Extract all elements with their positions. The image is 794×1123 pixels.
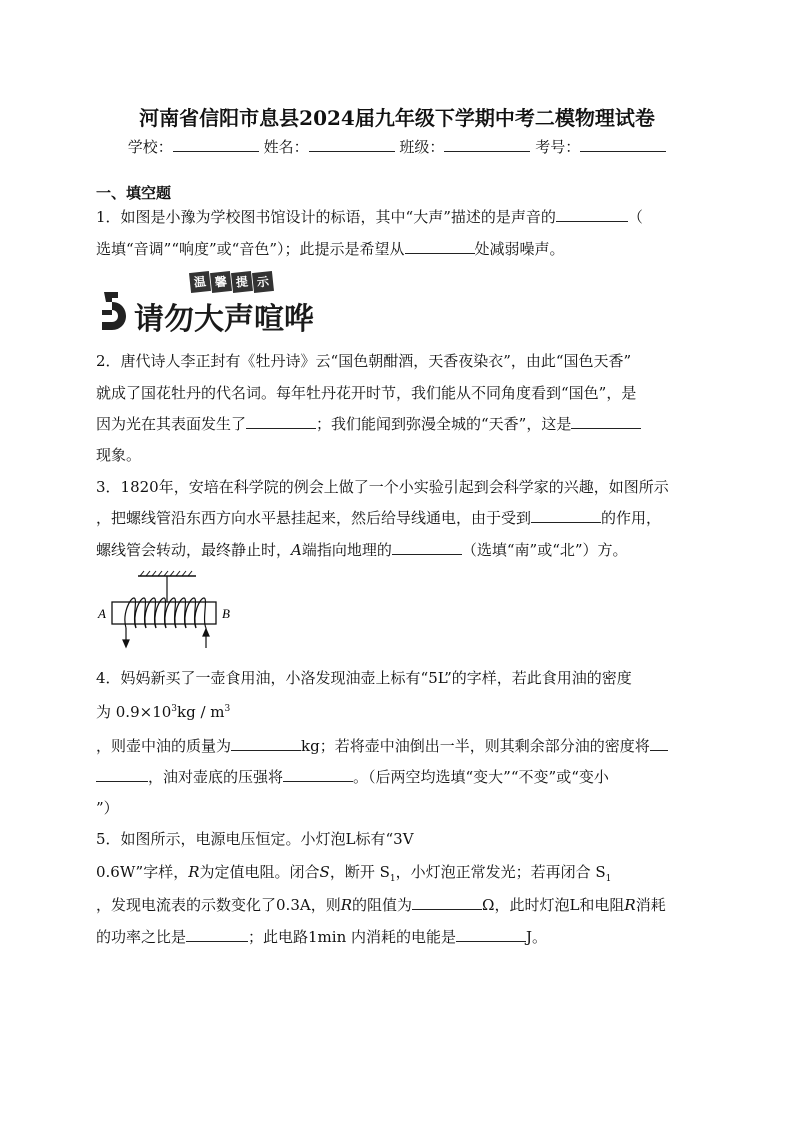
speaker-logo-icon xyxy=(98,288,130,334)
q4-text-d: 。（后两空均选填“变大”“不变”或“变小 xyxy=(353,768,609,786)
q2-text-a: 因为光在其表面发生了 xyxy=(96,415,247,433)
q3-text-b: 的作用， xyxy=(601,509,662,527)
q4-text-c: ，油对壶底的压强将 xyxy=(148,768,284,786)
q1-blank-1[interactable] xyxy=(556,206,628,222)
q3-text-d: 端指向地理的 xyxy=(301,541,392,559)
q5-text-a: 0.6W”字样， xyxy=(96,863,189,881)
q5-r-symbol: R xyxy=(624,896,636,914)
end-label-a: A xyxy=(98,606,106,621)
ceiling-support xyxy=(138,571,196,602)
q5-line3 xyxy=(96,894,666,915)
q5-s1-sub: 1 xyxy=(605,874,612,884)
badge-char: 提 xyxy=(231,271,253,293)
school-label: 学校： xyxy=(127,138,173,156)
q2-line4: 现象。 xyxy=(96,446,142,464)
q4-blank-2-cont[interactable] xyxy=(96,766,148,782)
badge-char: 示 xyxy=(252,271,274,293)
sign-slogan: 请勿大声喧哗 xyxy=(134,302,314,337)
q2-line3 xyxy=(96,413,641,434)
q5-text-c: ，断开 S xyxy=(329,863,390,881)
q4-blank-2[interactable] xyxy=(650,735,668,751)
q5-blank-3[interactable] xyxy=(456,926,526,942)
q5-text-h: 消耗 xyxy=(635,896,666,914)
q5-text-d: ，小灯泡正常发光；若再闭合 S xyxy=(395,863,606,881)
q5-r-symbol: R xyxy=(340,896,352,914)
q3-line2 xyxy=(96,507,661,528)
quiet-sign-image xyxy=(98,272,314,337)
q1-text-b: （ xyxy=(627,208,643,226)
q4-density-a: 为 0.9×10 xyxy=(96,703,172,721)
q5-text-k: J。 xyxy=(526,928,548,946)
q1-text-d: 处减弱噪声。 xyxy=(474,240,565,258)
q2-text-b: ；我们能闻到弥漫全城的“天香”，这是 xyxy=(316,415,572,433)
q4-text-a: ，则壶中油的质量为 xyxy=(96,737,232,755)
q4-line4 xyxy=(96,766,609,787)
q3-line1: 3．1820年，安培在科学院的例会上做了一个小实验引起到会科学家的兴趣，如图所示 xyxy=(96,478,669,496)
q5-text-j: ；此电路1min 内消耗的电能是 xyxy=(248,928,457,946)
q5-text-i: 的功率之比是 xyxy=(96,928,187,946)
q4-line2 xyxy=(96,701,230,722)
q5-line4 xyxy=(96,926,547,947)
q5-s1-sub: 1 xyxy=(389,874,396,884)
q5-r-symbol: R xyxy=(188,863,200,881)
current-arrows xyxy=(123,628,209,648)
q4-line3 xyxy=(96,735,668,756)
section-heading: 一、填空题 xyxy=(96,184,172,202)
q5-line1: 5．如图所示，电源电压恒定。小灯泡L标有“3V xyxy=(96,830,414,848)
q3-blank-2[interactable] xyxy=(392,539,462,555)
q1-text-c: 选填“音调”“响度”或“音色”）；此提示是希望从 xyxy=(96,240,405,258)
q2-line2: 就成了国花牡丹的代名词。每年牡丹花开时节，我们能从不同角度看到“国色”，是 xyxy=(96,384,637,402)
sign-badge xyxy=(190,272,274,292)
q1-blank-2[interactable] xyxy=(405,238,475,254)
q2-line1: 2．唐代诗人李正封有《牡丹诗》云“国色朝酣酒，天香夜染衣”，由此“国色天香” xyxy=(96,352,632,370)
q5-line2 xyxy=(96,861,611,884)
q2-blank-1[interactable] xyxy=(246,413,316,429)
number-blank[interactable] xyxy=(580,136,666,152)
school-blank[interactable] xyxy=(173,136,259,152)
q5-text-f: 的阻值为 xyxy=(352,896,413,914)
class-label: 班级： xyxy=(399,138,445,156)
q5-text-g: Ω，此时灯泡L和电阻 xyxy=(482,896,625,914)
q4-density-unit-exp: 3 xyxy=(224,704,231,714)
badge-char: 馨 xyxy=(210,271,232,293)
number-label: 考号： xyxy=(535,138,581,156)
q4-line5: ”） xyxy=(96,799,119,817)
q5-blank-2[interactable] xyxy=(186,926,248,942)
q5-text-e: ，发现电流表的示数变化了0.3A，则 xyxy=(96,896,341,914)
q3-text-e: （选填“南”或“北”）方。 xyxy=(461,541,628,559)
q4-density-exp: 3 xyxy=(171,704,178,714)
q1-line2 xyxy=(96,238,565,259)
q3-blank-1[interactable] xyxy=(531,507,601,523)
badge-char: 温 xyxy=(189,271,211,293)
q3-text-c: 螺线管会转动，最终静止时， xyxy=(96,541,292,559)
q4-blank-3[interactable] xyxy=(283,766,353,782)
q3-text-a: ，把螺线管沿东西方向水平悬挂起来，然后给导线通电，由于受到 xyxy=(96,509,532,527)
q4-density-unit: kg / m xyxy=(177,703,225,721)
q2-blank-2[interactable] xyxy=(571,413,641,429)
q5-s-symbol: S xyxy=(319,863,330,881)
student-info-line xyxy=(0,136,794,157)
q4-text-b: kg；若将壶中油倒出一半，则其剩余部分油的密度将 xyxy=(301,737,650,755)
class-blank[interactable] xyxy=(444,136,530,152)
q3-end-a: A xyxy=(291,541,302,559)
q5-blank-1[interactable] xyxy=(412,894,482,910)
name-blank[interactable] xyxy=(309,136,395,152)
name-label: 姓名： xyxy=(263,138,309,156)
q4-blank-1[interactable] xyxy=(231,735,301,751)
end-label-b: B xyxy=(222,606,230,621)
exam-title: 河南省信阳市息县2024届九年级下学期中考二模物理试卷 xyxy=(139,106,655,130)
q4-line1: 4．妈妈新买了一壶食用油，小洛发现油壶上标有“5L”的字样，若此食用油的密度 xyxy=(96,669,632,687)
q3-line3 xyxy=(96,539,628,560)
q1-text-a: 1．如图是小豫为学校图书馆设计的标语，其中“大声”描述的是声音的 xyxy=(96,208,556,226)
solenoid-diagram xyxy=(96,570,246,650)
q1-line1 xyxy=(96,206,643,227)
q5-text-b: 为定值电阻。闭合 xyxy=(199,863,320,881)
